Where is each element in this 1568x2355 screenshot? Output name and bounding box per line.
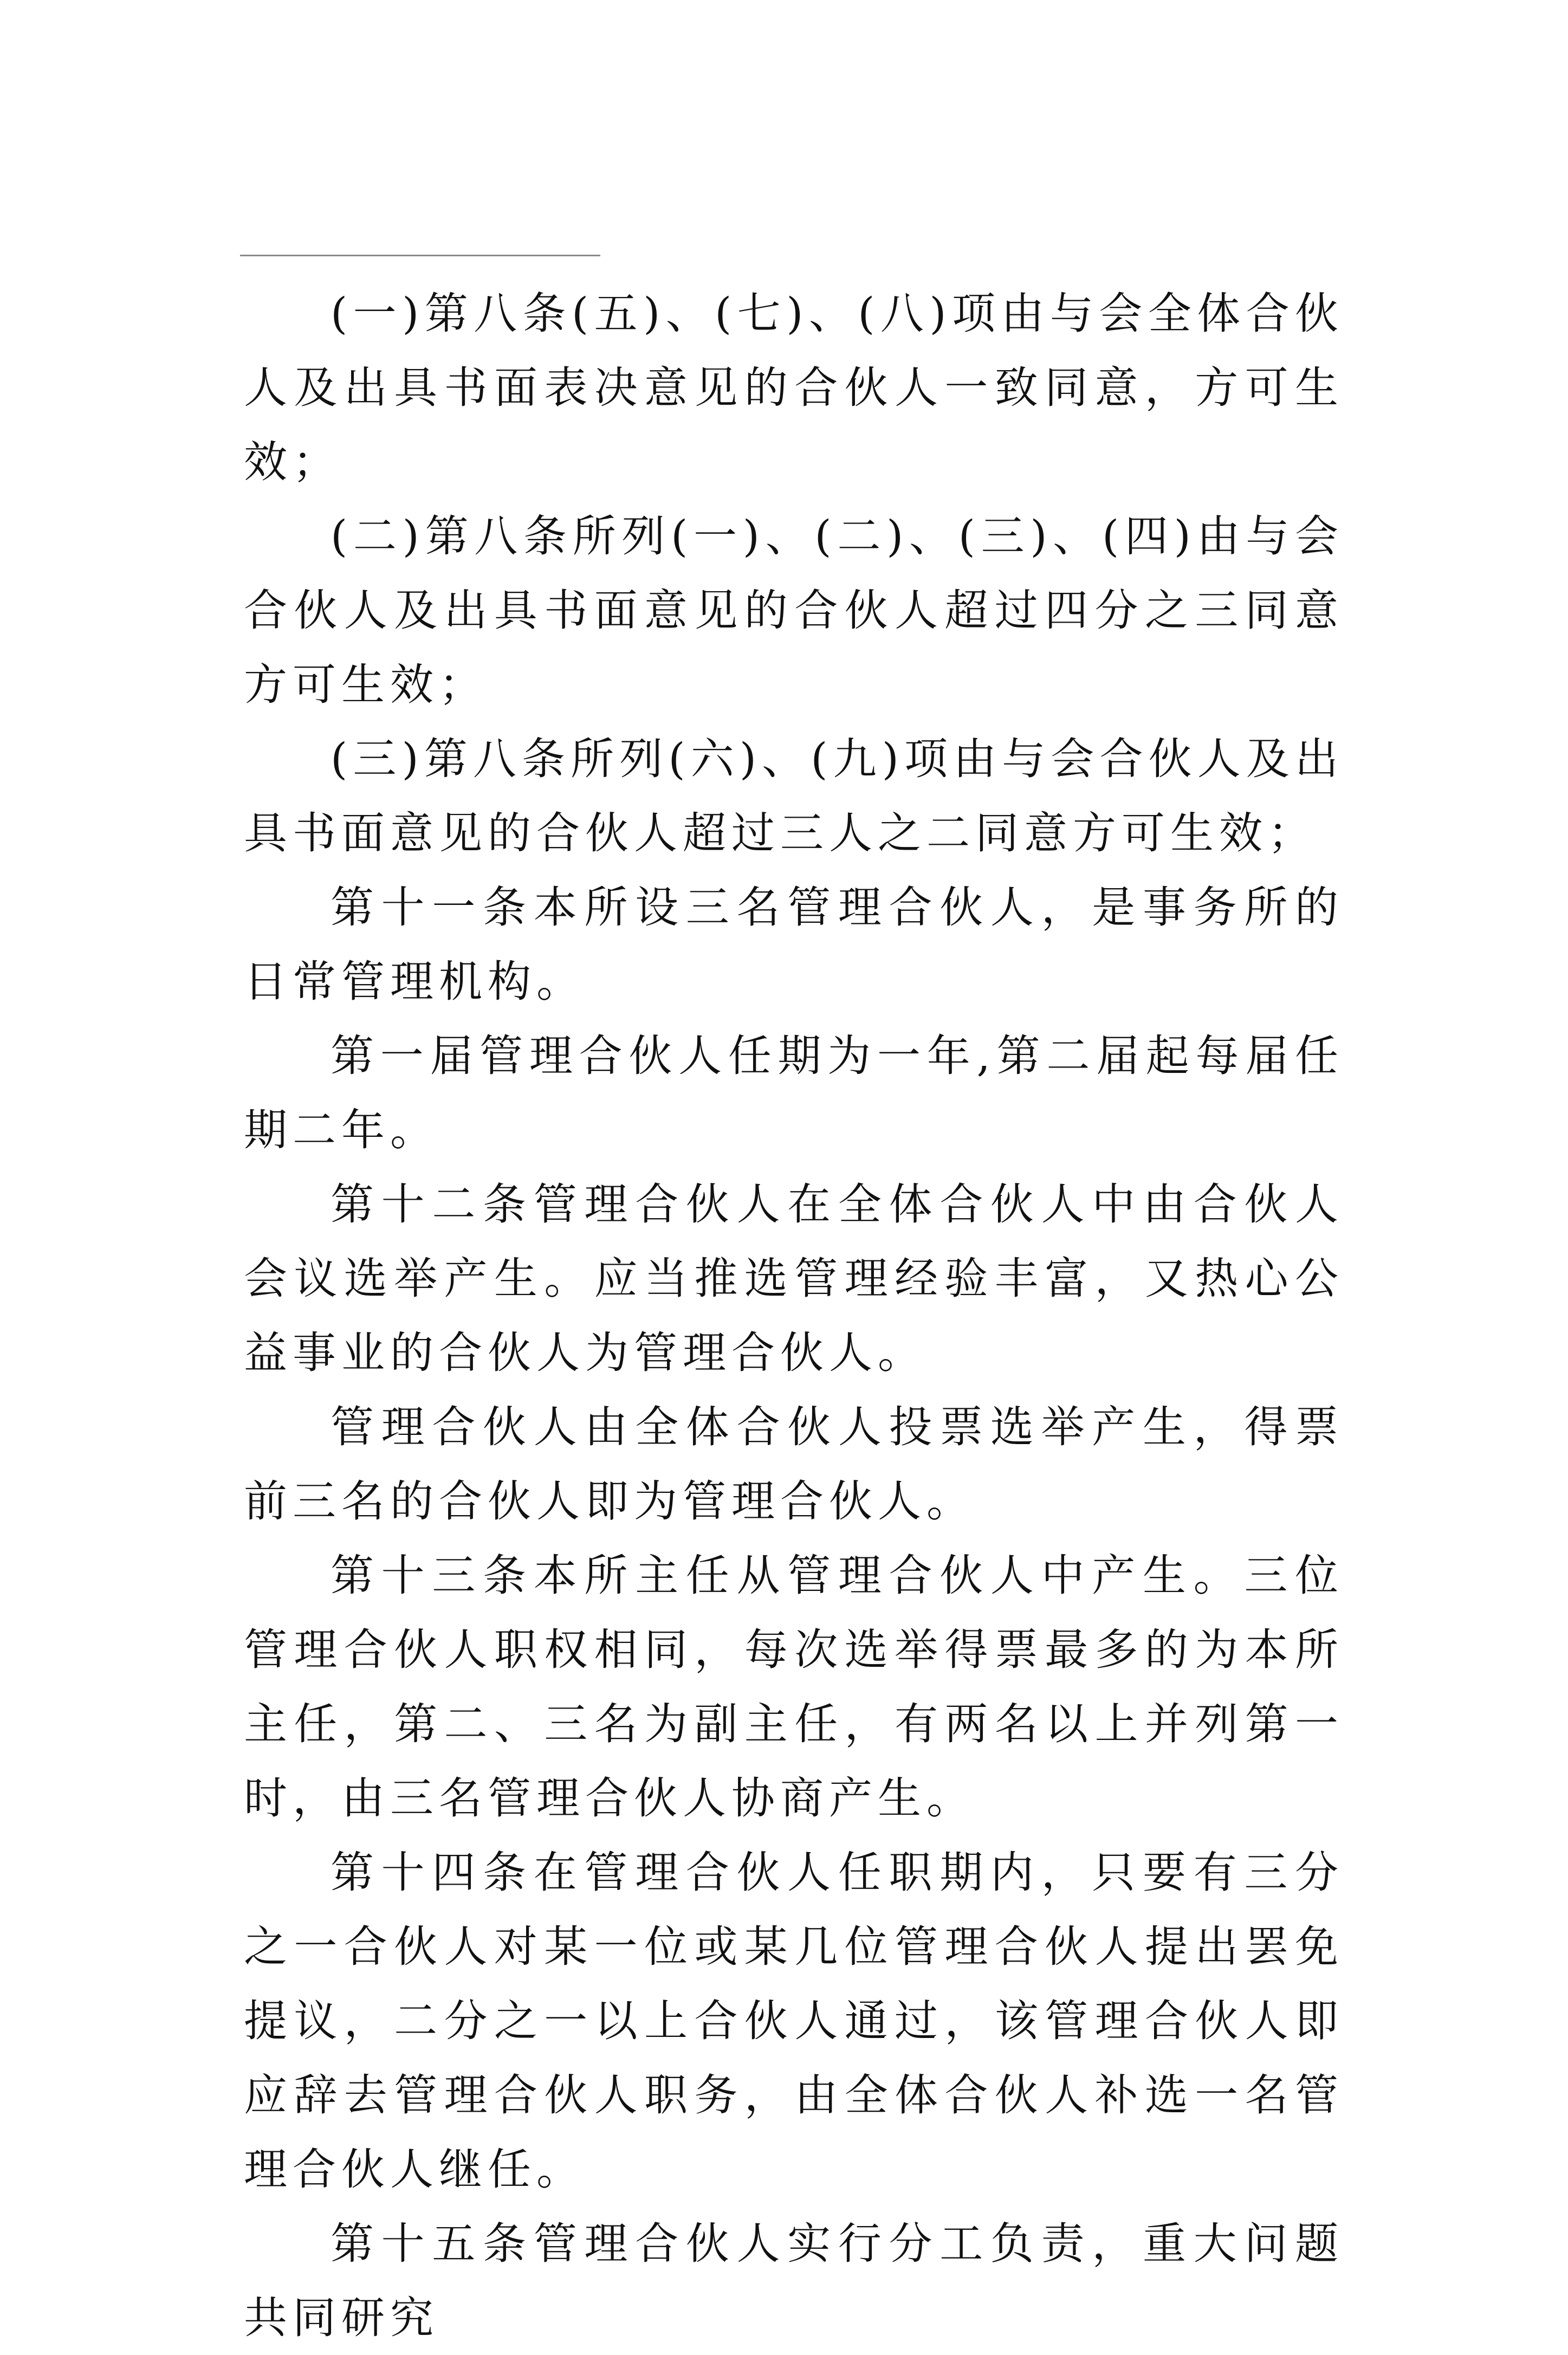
document-body (244, 276, 1344, 2355)
paragraph-clause-3: (三)第八条所列(六)、(九)项由与会合伙人及出具书面意见的合伙人超过三人之二同意方可生效； (244, 734, 1344, 858)
paragraph-election: 管理合伙人由全体合伙人投票选举产生，得票前三名的合伙人即为管理合伙人。 (244, 1402, 1344, 1526)
paragraph-article-11: 第十一条本所设三名管理合伙人，是事务所的日常管理机构。 (244, 882, 1344, 1007)
paragraph-article-13: 第十三条本所主任从管理合伙人中产生。三位管理合伙人职权相同，每次选举得票最多的为本所主任，第二、三名为副主任，有两名以上并列第一时，由三名管理合伙人协商产生。 (244, 1550, 1344, 1823)
paragraph-term-of-office: 第一届管理合伙人任期为一年,第二届起每届任期二年。 (244, 1031, 1344, 1155)
paragraph-article-14: 第十四条在管理合伙人任职期内，只要有三分之一合伙人对某一位或某几位管理合伙人提出罢免提议，二分之一以上合伙人通过，该管理合伙人即应辞去管理合伙人职务，由全体合伙人补选一名管理合伙人继任。 (244, 1847, 1344, 2195)
paragraph-article-15: 第十五条管理合伙人实行分工负责，重大问题共同研究 (244, 2218, 1344, 2343)
header-rule (240, 255, 600, 256)
paragraph-article-12: 第十二条管理合伙人在全体合伙人中由合伙人会议选举产生。应当推选管理经验丰富，又热心公益事业的合伙人为管理合伙人。 (244, 1179, 1344, 1378)
paragraph-clause-2: (二)第八条所列(一)、(二)、(三)、(四)由与会合伙人及出具书面意见的合伙人超过四分之三同意方可生效； (244, 511, 1344, 710)
paragraph-clause-1: (一)第八条(五)、(七)、(八)项由与会全体合伙人及出具书面表决意见的合伙人一致同意，方可生效； (244, 288, 1344, 487)
